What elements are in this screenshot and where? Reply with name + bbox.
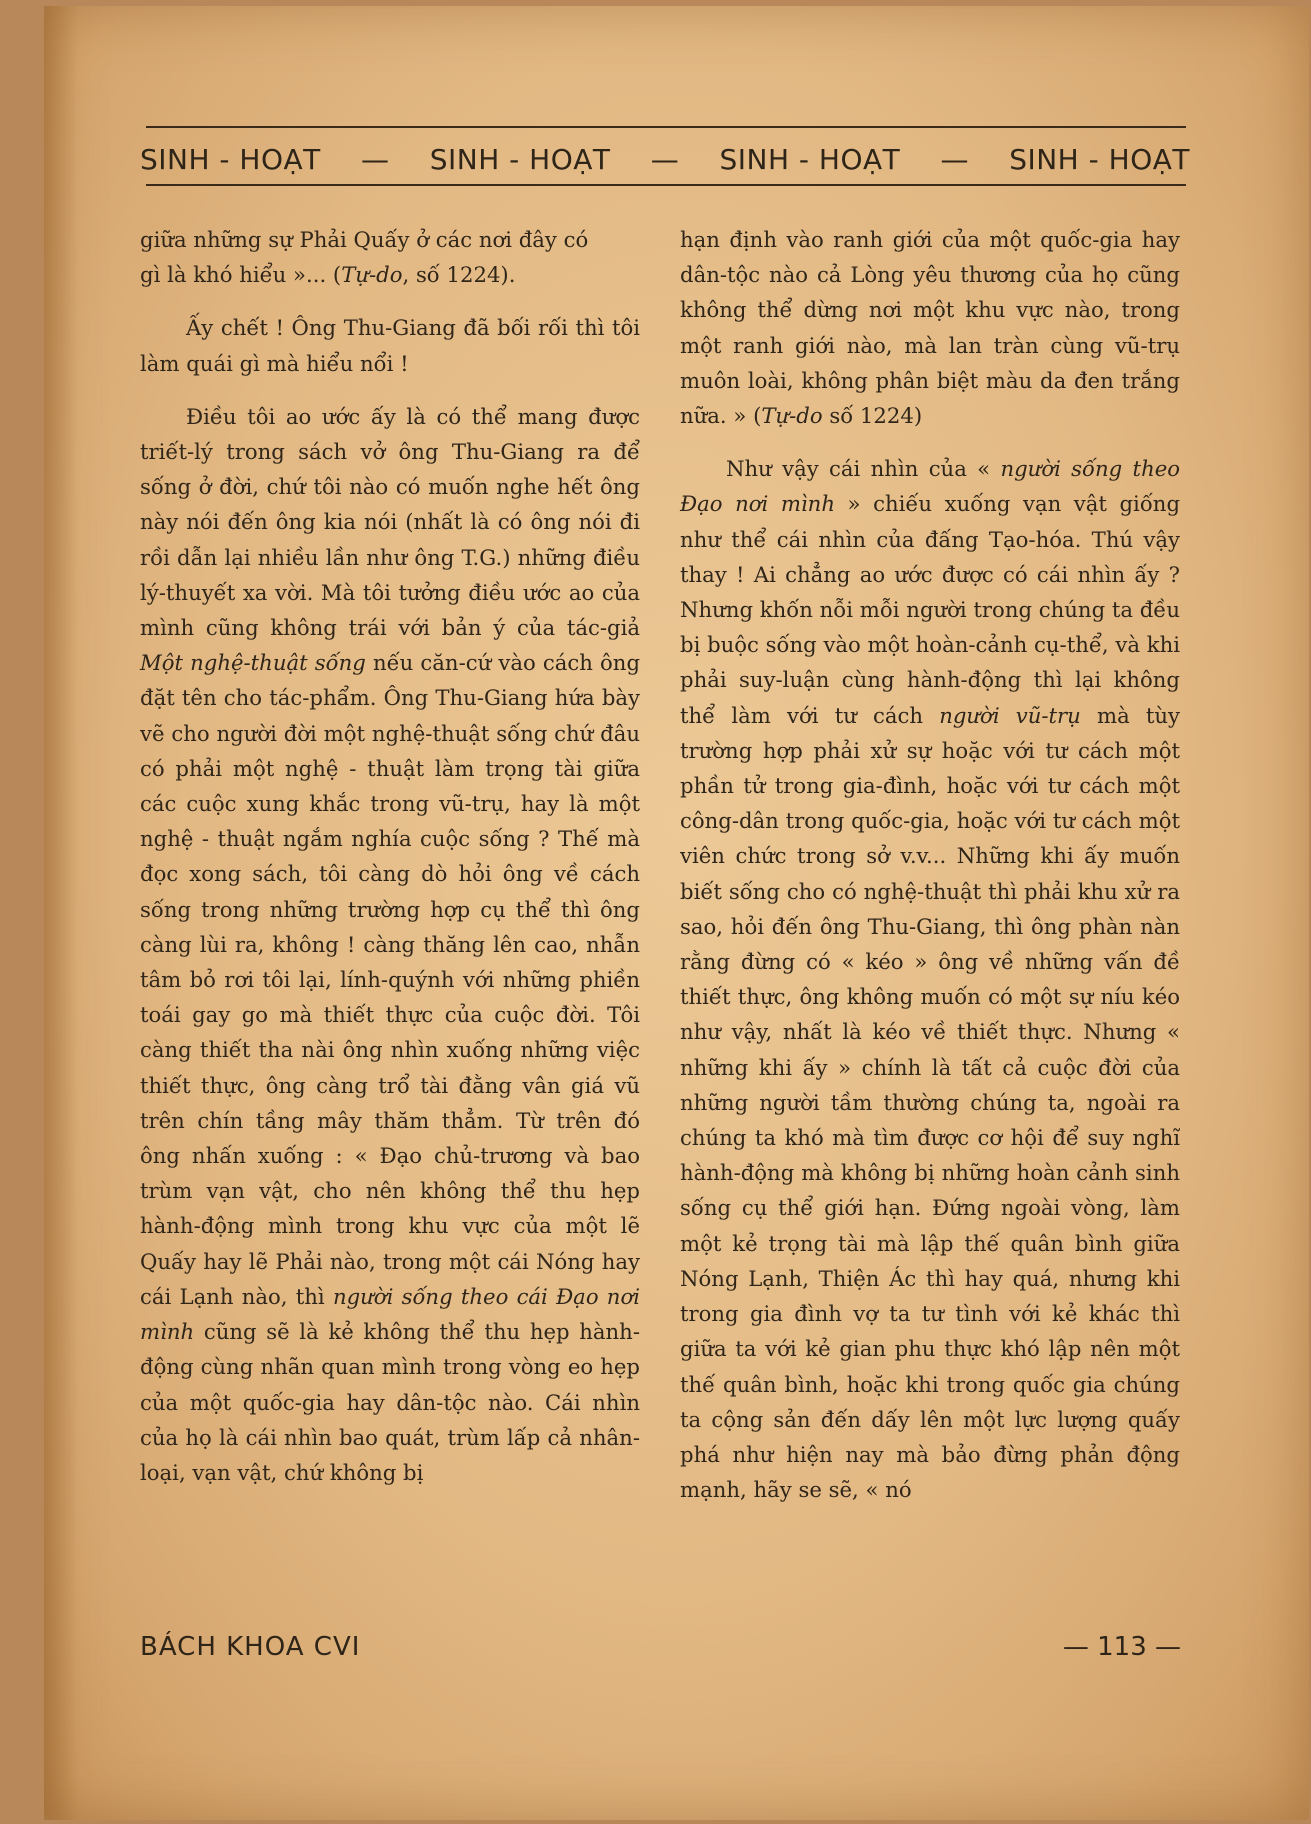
header-item-3: SINH - HOẠT (719, 142, 901, 176)
source-title: Tự-do (761, 403, 823, 429)
text-run: Điều tôi ao ước ấy là có thể mang được triết-lý trong sách vở ông Thu-Giang ra để sống ở đời, chứ tôi nào có muốn nghe hết ông này nói đến ông kia nói (nhất là có ông nói đi rồi dẫn lại nhiều lần như ông T.G.) những điều lý-thuyết xa vời. Mà tôi tưởng điều ước ao của mình cũng không trái với bản ý của tác-giả (140, 403, 640, 641)
source-title: Tự-do (341, 262, 403, 288)
header-top-rule (146, 126, 1186, 128)
header-separator: — (650, 142, 680, 176)
text-run: số 1224) (822, 403, 923, 429)
running-header (140, 134, 1190, 184)
text-run: nếu căn-cứ vào cách ông đặt tên cho tác-phẩm. Ông Thu-Giang hứa bày vẽ cho người đời một nghệ-thuật sống chứ đâu có phải một nghệ - thuật làm trọng tài giữa các cuộc xung khắc trong vũ-trụ, hay là một nghệ - thuật ngắm nghía cuộc sống ? Thế mà đọc xong sách, tôi càng dò hỏi ông về cách sống trong những trường hợp cụ thể thì ông càng lùi ra, không ! càng thăng lên cao, nhẫn tâm bỏ rơi tôi lại, lính-quýnh với những phiền toái gay go mà thiết thực của cuộc đời. Tôi càng thiết tha nài ông nhìn xuống những việc thiết thực, ông càng trổ tài đằng vân giá vũ trên chín tầng mây thăm thẳm. Từ trên đó ông nhấn xuống : « Đạo chủ-trương và bao trùm vạn vật, cho nên không thể thu hẹp hành-động mình trong khu vực của một lẽ Quấy hay lẽ Phải nào, trong một cái Nóng hay cái Lạnh nào, thì (140, 650, 641, 1309)
footer-publication: BÁCH KHOA CVI (140, 1632, 361, 1662)
emphasis: người sống theo cái Đạo nơi mình (140, 1283, 640, 1345)
header-item-2: SINH - HOẠT (429, 142, 611, 176)
emphasis: người vũ-trụ (939, 702, 1081, 728)
header-item-1: SINH - HOẠT (140, 142, 321, 176)
text-run: hạn định vào ranh giới của một quốc-gia hay dân-tộc nào cả Lòng yêu thương của họ cũng không thể dừng nơi một khu vực nào, trong một ranh giới nào, mà lan tràn cùng vũ-trụ muôn loài, không phân biệt màu da đen trắng nữa. » ( (680, 227, 1180, 429)
page-number: — 113 — (1062, 1632, 1181, 1662)
book-title: Một nghệ-thuật sống (140, 650, 366, 676)
paragraph (140, 399, 640, 1490)
paragraph (140, 222, 640, 292)
text-run: giữa những sự Phải Quấy ở các nơi đây có (140, 227, 589, 252)
paragraph: Ấy chết ! Ông Thu-Giang đã bối rối thì tôi làm quái gì mà hiểu nổi ! (140, 315, 640, 376)
text-run: » chiếu xuống vạn vật giống như thể cái nhìn của đấng Tạo-hóa. Thú vậy thay ! Ai chẳng ao ước được có cái nhìn ấy ? Nhưng khốn nỗi mỗi người trong chúng ta đều bị buộc sống vào một hoàn-cảnh cụ-thể, và khi phải suy-luận cùng hành-động thì lại không thể làm với tư cách (680, 491, 1181, 728)
emphasis: người sống theo Đạo nơi mình (680, 456, 1181, 517)
header-separator: — (361, 142, 390, 176)
paragraph (680, 222, 1180, 433)
header-item-4: SINH - HOẠT (1009, 142, 1190, 176)
text-run: Như vậy cái nhìn của « (726, 456, 1001, 482)
right-column (680, 222, 1180, 1507)
text-run: cũng sẽ là kẻ không thể thu hẹp hành-động cùng nhãn quan mình trong vòng eo hẹp của một quốc-gia hay dân-tộc nào. Cái nhìn của họ là cái nhìn bao quát, trùm lấp cả nhân-loại, vạn vật, chứ không bị (140, 1319, 640, 1485)
text-run: gì là khó hiểu »... ( (140, 262, 342, 288)
header-separator: — (940, 142, 969, 176)
text-run: , số 1224). (402, 262, 516, 288)
left-column (140, 222, 640, 1490)
paper-edge-stain (44, 6, 78, 1820)
paragraph (680, 451, 1180, 1507)
text-run: mà tùy trường hợp phải xử sự hoặc với tư cách một phần tử trong gia-đình, hoặc với tư cách một công-dân trong quốc-gia, hoặc với tư cách một viên chức trong sở v.v... Những khi ấy muốn biết sống cho có nghệ-thuật thì phải khu xử ra sao, hỏi đến ông Thu-Giang, thì ông phàn nàn rằng đừng có « kéo » ông về những vấn đề thiết thực, ông không muốn có một sự níu kéo như vậy, nhất là kéo về thiết thực. Nhưng « những khi ấy » chính là tất cả cuộc đời của những người tầm thường chúng ta, ngoài ra chúng ta khó mà tìm được cơ hội để suy nghĩ hành-động mà không bị những hoàn cảnh sinh sống cụ thể giới hạn. Đứng ngoài vòng, làm một kẻ trọng tài mà lập thế quân bình giữa Nóng Lạnh, Thiện Ác thì hay quá, nhưng khi trong gia đình vợ ta tư tình với kẻ khác thì giữa ta với kẻ gian phu thực khó lập nên một thế quân bình, hoặc khi trong quốc gia chúng ta cộng sản đến dấy lên một lực lượng quấy phá như hiện nay mà bảo đừng phản động mạnh, hãy se sẽ, « nó (680, 702, 1181, 1503)
header-bottom-rule (146, 184, 1186, 186)
